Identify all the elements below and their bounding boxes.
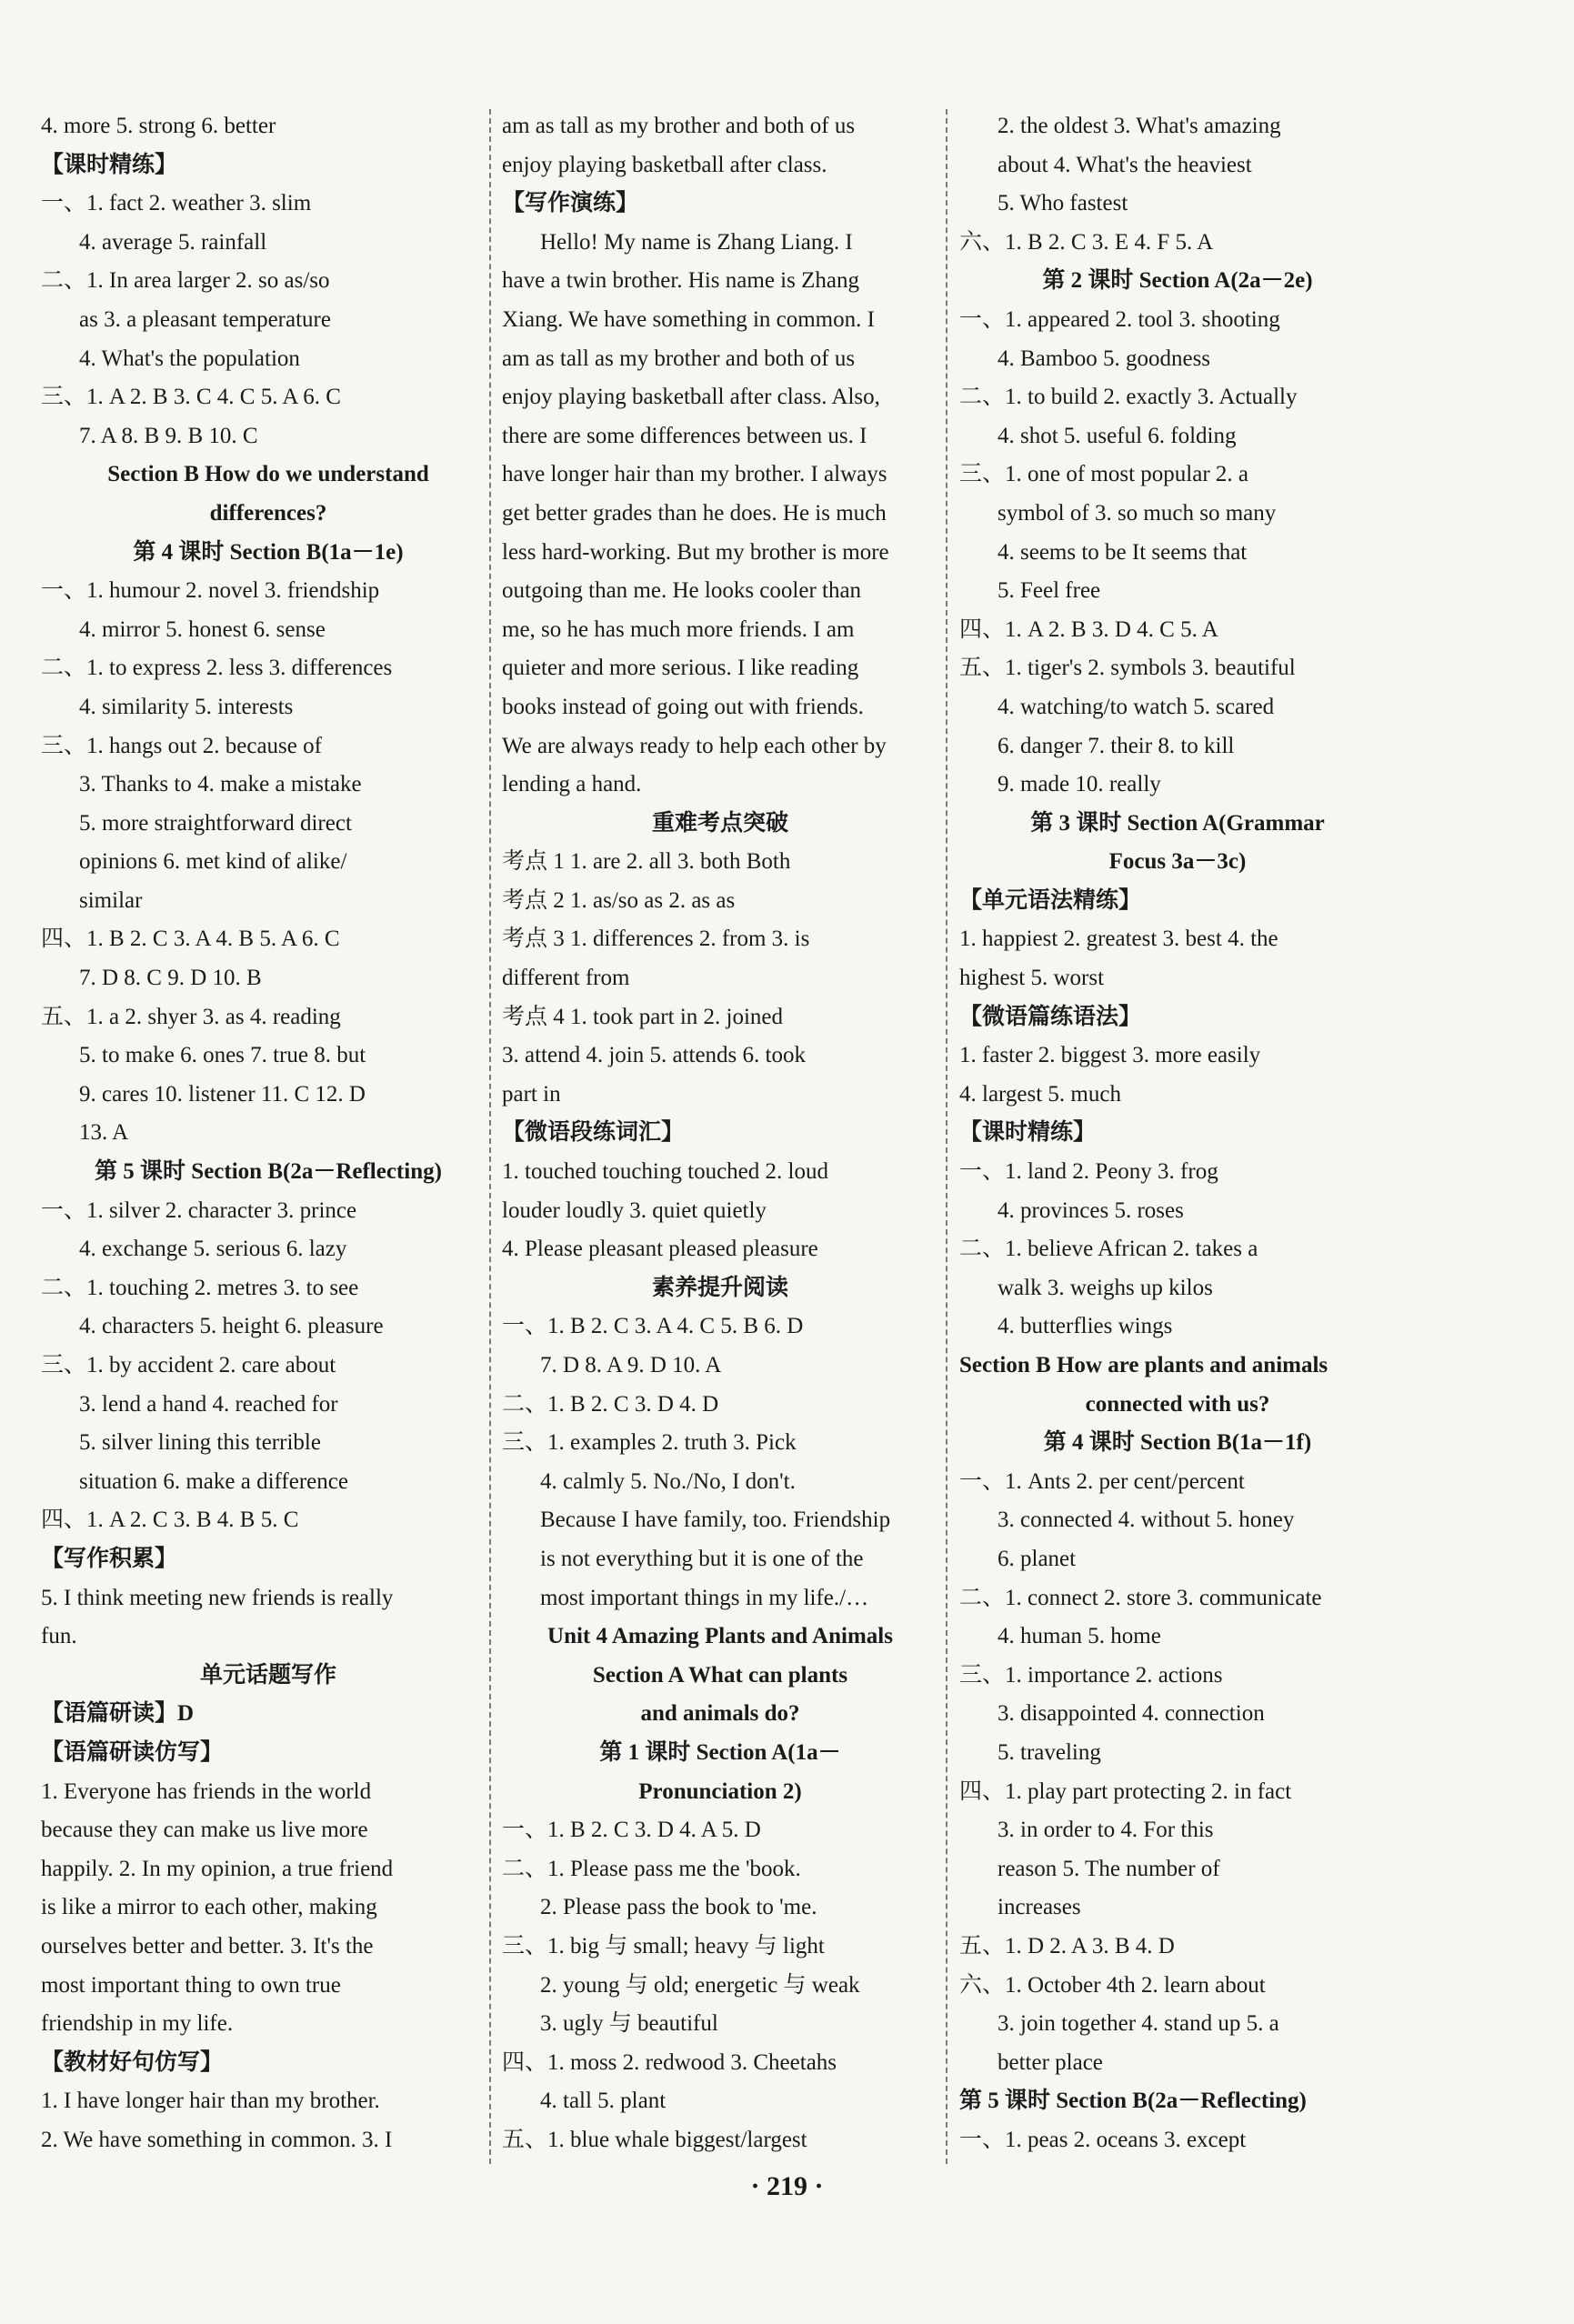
- text-line: 4. seems to be It seems that: [998, 539, 1248, 565]
- text-line: 1. I have longer hair than my brother.: [41, 2089, 380, 2114]
- text-line: books instead of going out with friends.: [502, 694, 864, 719]
- text-line: louder loudly 3. quiet quietly: [502, 1197, 767, 1223]
- text-line: 5. traveling: [998, 1739, 1101, 1765]
- text-line: 一、1. fact 2. weather 3. slim: [41, 191, 312, 216]
- text-line: is not everything but it is one of the: [540, 1546, 864, 1571]
- text-line: most important things in my life./…: [540, 1585, 869, 1610]
- text-line: 4. provinces 5. roses: [998, 1197, 1184, 1223]
- text-line: connected with us?: [1085, 1391, 1270, 1417]
- text-line: 3. attend 4. join 5. attends 6. took: [502, 1043, 806, 1068]
- text-line: 4. butterflies wings: [998, 1314, 1173, 1339]
- text-line: 6. planet: [998, 1546, 1077, 1571]
- text-line: Focus 3a－3c): [1108, 849, 1247, 875]
- text-line: 四、1. moss 2. redwood 3. Cheetahs: [502, 2049, 837, 2075]
- text-line: better place: [998, 2049, 1103, 2075]
- text-line: 5. silver lining this terrible: [79, 1430, 321, 1456]
- text-line: 4. more 5. strong 6. better: [41, 114, 276, 138]
- text-line: 一、1. B 2. C 3. D 4. A 5. D: [502, 1818, 761, 1843]
- text-line: Xiang. We have something in common. I: [502, 306, 875, 332]
- text-line: 3. connected 4. without 5. honey: [998, 1508, 1295, 1533]
- text-line: Because I have family, too. Friendship: [540, 1508, 891, 1533]
- text-line: is like a mirror to each other, making: [41, 1895, 377, 1920]
- text-line: 四、1. play part protecting 2. in fact: [959, 1778, 1292, 1804]
- text-line: 4. Bamboo 5. goodness: [998, 346, 1211, 371]
- column-1: [41, 107, 496, 2159]
- text-line: 4. similarity 5. interests: [79, 694, 294, 719]
- text-line: happily. 2. In my opinion, a true friend: [41, 1856, 394, 1881]
- text-line: 7. D 8. C 9. D 10. B: [79, 966, 262, 991]
- text-line: 一、1. peas 2. oceans 3. except: [959, 2127, 1247, 2152]
- text-line: about 4. What's the heaviest: [998, 152, 1252, 177]
- text-line: 5. I think meeting new friends is really: [41, 1585, 394, 1610]
- text-line: 三、1. big 与 small; heavy 与 light: [502, 1933, 825, 1958]
- text-line: 三、1. A 2. B 3. C 4. C 5. A 6. C: [41, 385, 341, 410]
- text-line: 【写作积累】: [41, 1546, 178, 1571]
- text-line: 3. ugly 与 beautiful: [540, 2011, 718, 2037]
- text-line: differences?: [209, 500, 327, 526]
- text-line: 3. disappointed 4. connection: [998, 1701, 1265, 1727]
- text-line: 1. touched touching touched 2. loud: [502, 1159, 828, 1185]
- text-line: 考点 3 1. differences 2. from 3. is: [502, 927, 810, 952]
- text-line: there are some differences between us. I: [502, 423, 867, 448]
- text-line: 四、1. A 2. C 3. B 4. B 5. C: [41, 1508, 299, 1533]
- text-line: 一、1. appeared 2. tool 3. shooting: [959, 306, 1280, 332]
- text-line: 三、1. importance 2. actions: [959, 1662, 1223, 1688]
- text-line: 4. average 5. rainfall: [79, 229, 267, 255]
- text-line: 第 3 课时 Section A(Grammar: [1030, 810, 1325, 836]
- text-line: 7. D 8. A 9. D 10. A: [540, 1353, 722, 1377]
- text-line: 考点 1 1. are 2. all 3. both Both: [502, 849, 791, 875]
- text-line: 一、1. Ants 2. per cent/percent: [959, 1468, 1245, 1494]
- text-line: am as tall as my brother and both of us: [502, 114, 856, 138]
- text-line: 4. What's the population: [79, 346, 300, 371]
- text-line: 五、1. D 2. A 3. B 4. D: [959, 1933, 1175, 1958]
- text-line: 第 4 课时 Section B(1a－1f): [1043, 1430, 1312, 1456]
- text-line: 【写作演练】: [502, 191, 639, 216]
- text-line: 二、1. B 2. C 3. D 4. D: [502, 1391, 719, 1417]
- text-line: 3. join together 4. stand up 5. a: [998, 2011, 1279, 2037]
- text-line: 三、1. examples 2. truth 3. Pick: [502, 1430, 797, 1456]
- text-line: 4. human 5. home: [998, 1624, 1161, 1649]
- text-line: less hard-working. But my brother is more: [502, 539, 889, 565]
- text-line: 一、1. silver 2. character 3. prince: [41, 1197, 357, 1223]
- text-line: 【语篇研读】D: [41, 1701, 195, 1727]
- text-line: 【课时精练】: [41, 152, 178, 177]
- text-line: 五、1. a 2. shyer 3. as 4. reading: [41, 1004, 341, 1029]
- text-line: 5. Who fastest: [998, 191, 1128, 216]
- column-divider: [946, 109, 947, 2164]
- text-line: 4. calmly 5. No./No, I don't.: [540, 1468, 796, 1494]
- text-line: walk 3. weighs up kilos: [998, 1275, 1213, 1300]
- text-line: 二、1. Please pass me the 'book.: [502, 1856, 801, 1881]
- text-line: as 3. a pleasant temperature: [79, 306, 331, 332]
- text-line: quieter and more serious. I like reading: [502, 656, 859, 681]
- text-line: highest 5. worst: [959, 966, 1105, 991]
- text-line: 13. A: [79, 1120, 129, 1146]
- text-line: 第 5 课时 Section B(2a－Reflecting): [95, 1159, 442, 1185]
- text-line: 【教材好句仿写】: [41, 2049, 224, 2075]
- text-line: opinions 6. met kind of alike/: [79, 849, 347, 875]
- text-line: 2. young 与 old; energetic 与 weak: [540, 1972, 860, 1998]
- text-line: 三、1. by accident 2. care about: [41, 1353, 336, 1377]
- text-line: reason 5. The number of: [998, 1856, 1220, 1881]
- text-line: have a twin brother. His name is Zhang: [502, 268, 859, 294]
- text-line: because they can make us live more: [41, 1818, 368, 1843]
- text-line: increases: [998, 1895, 1081, 1920]
- text-line: 一、1. humour 2. novel 3. friendship: [41, 578, 380, 604]
- column-3: [959, 107, 1396, 2159]
- text-line: have longer hair than my brother. I always: [502, 462, 887, 487]
- text-line: 7. A 8. B 9. B 10. C: [79, 423, 258, 448]
- text-line: 1. faster 2. biggest 3. more easily: [959, 1043, 1261, 1068]
- text-line: 2. We have something in common. 3. I: [41, 2127, 393, 2152]
- text-line: 3. in order to 4. For this: [998, 1818, 1214, 1843]
- text-line: 五、1. blue whale biggest/largest: [502, 2127, 807, 2152]
- text-line: enjoy playing basketball after class.: [502, 152, 827, 177]
- text-line: 9. cares 10. listener 11. C 12. D: [79, 1081, 366, 1107]
- text-line: 9. made 10. really: [998, 772, 1161, 797]
- text-line: and animals do?: [640, 1701, 800, 1727]
- text-line: 4. watching/to watch 5. scared: [998, 694, 1275, 719]
- text-line: 【课时精练】: [959, 1120, 1097, 1146]
- text-line: 三、1. hangs out 2. because of: [41, 733, 322, 758]
- text-line: 5. more straightforward direct: [79, 810, 352, 836]
- text-line: 一、1. land 2. Peony 3. frog: [959, 1159, 1218, 1185]
- text-line: 4. largest 5. much: [959, 1081, 1121, 1107]
- text-line: 1. Everyone has friends in the world: [41, 1778, 372, 1804]
- text-line: 4. shot 5. useful 6. folding: [998, 423, 1237, 448]
- text-line: 三、1. one of most popular 2. a: [959, 462, 1249, 487]
- text-line: 4. characters 5. height 6. pleasure: [79, 1314, 384, 1339]
- text-line: 5. to make 6. ones 7. true 8. but: [79, 1043, 366, 1068]
- text-line: symbol of 3. so much so many: [998, 500, 1277, 526]
- text-line: 4. mirror 5. honest 6. sense: [79, 616, 326, 642]
- text-line: 4. tall 5. plant: [540, 2089, 667, 2114]
- text-line: 3. lend a hand 4. reached for: [79, 1391, 338, 1417]
- text-line: 4. Please pleasant pleased pleasure: [502, 1237, 818, 1262]
- text-line: situation 6. make a difference: [79, 1468, 348, 1494]
- text-line: lending a hand.: [502, 772, 642, 797]
- text-line: 五、1. tiger's 2. symbols 3. beautiful: [959, 656, 1296, 681]
- text-line: 【微语篇练语法】: [959, 1004, 1142, 1029]
- text-line: most important thing to own true: [41, 1972, 341, 1998]
- text-line: different from: [502, 966, 630, 991]
- column-2: [502, 107, 938, 2159]
- text-line: 5. Feel free: [998, 578, 1101, 604]
- text-line: get better grades than he does. He is much: [502, 500, 887, 526]
- text-line: 3. Thanks to 4. make a mistake: [79, 772, 362, 797]
- text-line: 第 2 课时 Section A(2a－2e): [1042, 268, 1313, 294]
- text-line: 考点 4 1. took part in 2. joined: [502, 1004, 783, 1029]
- column-divider: [489, 109, 491, 2164]
- text-line: am as tall as my brother and both of us: [502, 346, 856, 371]
- text-line: me, so he has much more friends. I am: [502, 616, 855, 642]
- text-line: 四、1. A 2. B 3. D 4. C 5. A: [959, 616, 1218, 642]
- text-line: enjoy playing basketball after class. Also,: [502, 385, 880, 410]
- text-line: 1. happiest 2. greatest 3. best 4. the: [959, 927, 1278, 952]
- text-line: part in: [502, 1081, 561, 1107]
- text-line: 六、1. B 2. C 3. E 4. F 5. A: [959, 229, 1214, 255]
- text-line: 2. Please pass the book to 'me.: [540, 1895, 817, 1920]
- text-line: 二、1. to express 2. less 3. differences: [41, 656, 393, 681]
- text-line: Section B How are plants and animals: [959, 1353, 1328, 1377]
- text-line: ourselves better and better. 3. It's the: [41, 1933, 374, 1958]
- text-line: 四、1. B 2. C 3. A 4. B 5. A 6. C: [41, 927, 340, 952]
- text-line: 【微语段练词汇】: [502, 1120, 685, 1146]
- text-line: 4. exchange 5. serious 6. lazy: [79, 1237, 347, 1262]
- text-line: 第 1 课时 Section A(1a－: [599, 1739, 841, 1765]
- text-line: friendship in my life.: [41, 2011, 234, 2037]
- text-line: 2. the oldest 3. What's amazing: [998, 114, 1281, 138]
- text-line: 考点 2 1. as/so as 2. as as: [502, 887, 736, 913]
- text-line: 二、1. connect 2. store 3. communicate: [959, 1585, 1322, 1610]
- text-line: outgoing than me. He looks cooler than: [502, 578, 862, 604]
- text-line: Section A What can plants: [592, 1662, 848, 1688]
- text-line: Pronunciation 2): [638, 1778, 802, 1804]
- text-line: 第 4 课时 Section B(1a－1e): [133, 539, 404, 565]
- text-line: We are always ready to help each other by: [502, 733, 887, 758]
- text-line: 单元话题写作: [199, 1662, 336, 1688]
- text-line: Section B How do we understand: [107, 462, 429, 487]
- text-line: 二、1. believe African 2. takes a: [959, 1237, 1258, 1262]
- text-line: 一、1. B 2. C 3. A 4. C 5. B 6. D: [502, 1314, 804, 1339]
- text-line: 6. danger 7. their 8. to kill: [998, 733, 1235, 758]
- text-line: similar: [79, 887, 143, 913]
- text-line: 二、1. touching 2. metres 3. to see: [41, 1275, 359, 1300]
- page-number: · 219 ·: [750, 2171, 824, 2201]
- text-line: 【语篇研读仿写】: [41, 1739, 224, 1765]
- text-line: 二、1. In area larger 2. so as/so: [41, 268, 330, 294]
- text-line: 二、1. to build 2. exactly 3. Actually: [959, 385, 1298, 410]
- text-line: 素养提升阅读: [651, 1275, 788, 1300]
- text-line: Unit 4 Amazing Plants and Animals: [547, 1624, 893, 1649]
- text-line: 【单元语法精练】: [959, 887, 1142, 913]
- text-line: fun.: [41, 1624, 77, 1649]
- text-line: 第 5 课时 Section B(2a－Reflecting): [959, 2089, 1307, 2114]
- text-line: 六、1. October 4th 2. learn about: [959, 1972, 1266, 1998]
- text-line: Hello! My name is Zhang Liang. I: [540, 229, 853, 255]
- text-line: 重难考点突破: [651, 810, 788, 836]
